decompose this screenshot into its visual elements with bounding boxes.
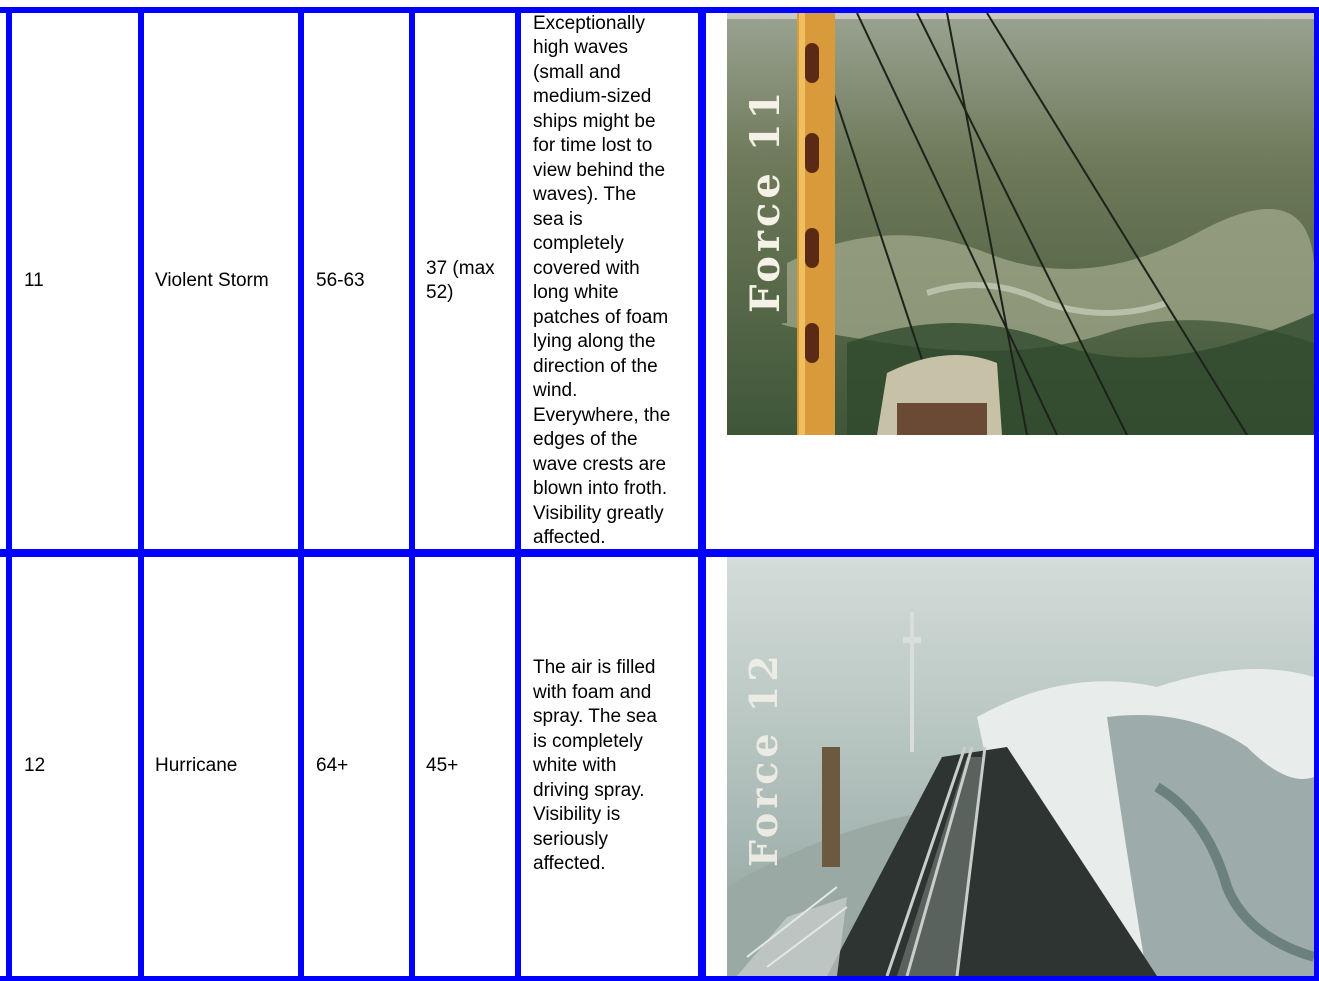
wind-speed-cell (316, 13, 406, 549)
wind-speed: 56-63 (316, 269, 365, 291)
column-divider (138, 7, 144, 981)
sea-conditions: The air is filled with foam and spray. The sea is completely white with driving spray. Visibility is seriously affected. (533, 657, 657, 875)
wave-height: 45+ (426, 755, 459, 777)
force-12-caption: Force 12 (741, 651, 786, 867)
force-number-cell (24, 557, 134, 976)
sea-conditions: Exceptionally high waves (small and medium-sized ships might be for time lost to view behind the waves). The sea is completely covered with long white patches of foam lying along the direction of the wind. Everywhere, the edges of the wave crests are blown into froth. Visibility greatly affected. (533, 12, 671, 548)
force-number: 12 (24, 755, 46, 777)
wind-speed-cell (316, 557, 406, 976)
sea-conditions-cell (533, 13, 697, 549)
force-11-caption: Force 11 (742, 87, 789, 313)
column-divider (298, 7, 304, 981)
wave-height-cell (426, 13, 514, 549)
column-divider (409, 7, 415, 981)
force-12-photo (727, 557, 1314, 976)
column-divider (698, 7, 706, 981)
description: Violent Storm (155, 269, 269, 291)
wind-speed: 64+ (316, 755, 349, 777)
table-border-right (1314, 7, 1319, 981)
description-cell (155, 13, 295, 549)
description: Hurricane (155, 755, 238, 777)
table-border-left (6, 7, 12, 981)
wave-height: 37 (max 52) (426, 257, 495, 303)
column-divider (515, 7, 521, 981)
force-number: 11 (24, 269, 44, 291)
wave-height-cell (426, 557, 514, 976)
description-cell (155, 557, 295, 976)
force-number-cell (24, 13, 134, 549)
sea-conditions-cell (533, 557, 697, 976)
table-border-bottom (0, 976, 1319, 981)
force-11-photo (727, 13, 1314, 435)
